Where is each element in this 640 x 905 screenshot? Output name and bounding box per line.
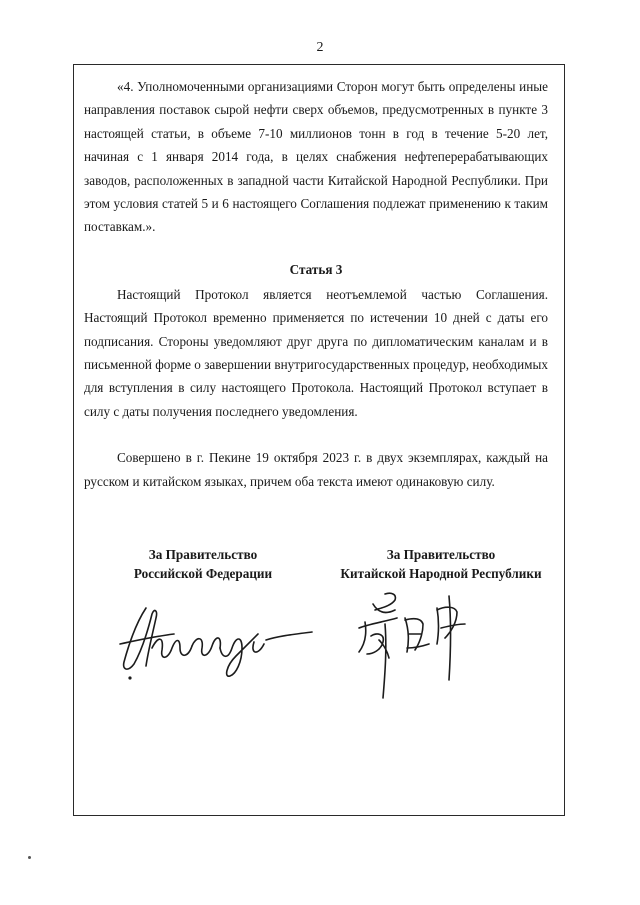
page-number: 2: [316, 40, 324, 55]
china-signatory-line1: За Правительство: [386, 547, 496, 562]
signatory-blocks: [84, 545, 554, 585]
china-signatory-line2: Китайской Народной Республики: [340, 566, 542, 581]
document-body: [84, 75, 548, 493]
russia-signatory: [84, 545, 322, 583]
closing-paragraph: Совершено в г. Пекине 19 октября 2023 г. в двух экземплярах, каждый на русском и китайском языках, причем оба текста имеют одинаковую силу.: [84, 450, 548, 489]
russia-signatory-line2: Российской Федерации: [133, 566, 273, 581]
article-3-body: Настоящий Протокол является неотъемлемой частью Соглашения. Настоящий Протокол временно применяется по истечении 10 дней с даты его подписания. Стороны уведомляют друг друга по дипломатическим каналам и в письменной форме о завершении внутригосударственных процедур, необходимых для вступления в силу настоящего Протокола. Настоящий Протокол вступает в силу с даты получения последнего уведомления.: [84, 286, 548, 419]
china-signature-image: [345, 588, 475, 703]
china-signatory: [322, 545, 560, 583]
amendment-paragraph: «4. Уполномоченными организациями Сторон могут быть определены иные направления поставок сырой нефти сверх объемов, предусмотренных в пункте 3 настоящей статьи, в объеме 7-10 миллионов тонн в год в течение 5-20 лет, начиная с 1 января 2014 года, в целях снабжения нефтеперерабатывающих заводов, расположенных в западной части Китайской Народной Республики. При этом условия статей 5 и 6 настоящего Соглашения подлежат применению к таким поставкам.».: [84, 79, 548, 235]
article-3-heading: Статья 3: [289, 261, 343, 277]
russia-signatory-line1: За Правительство: [148, 547, 258, 562]
scan-speck: [28, 856, 31, 859]
russia-signature-image: [118, 600, 318, 680]
